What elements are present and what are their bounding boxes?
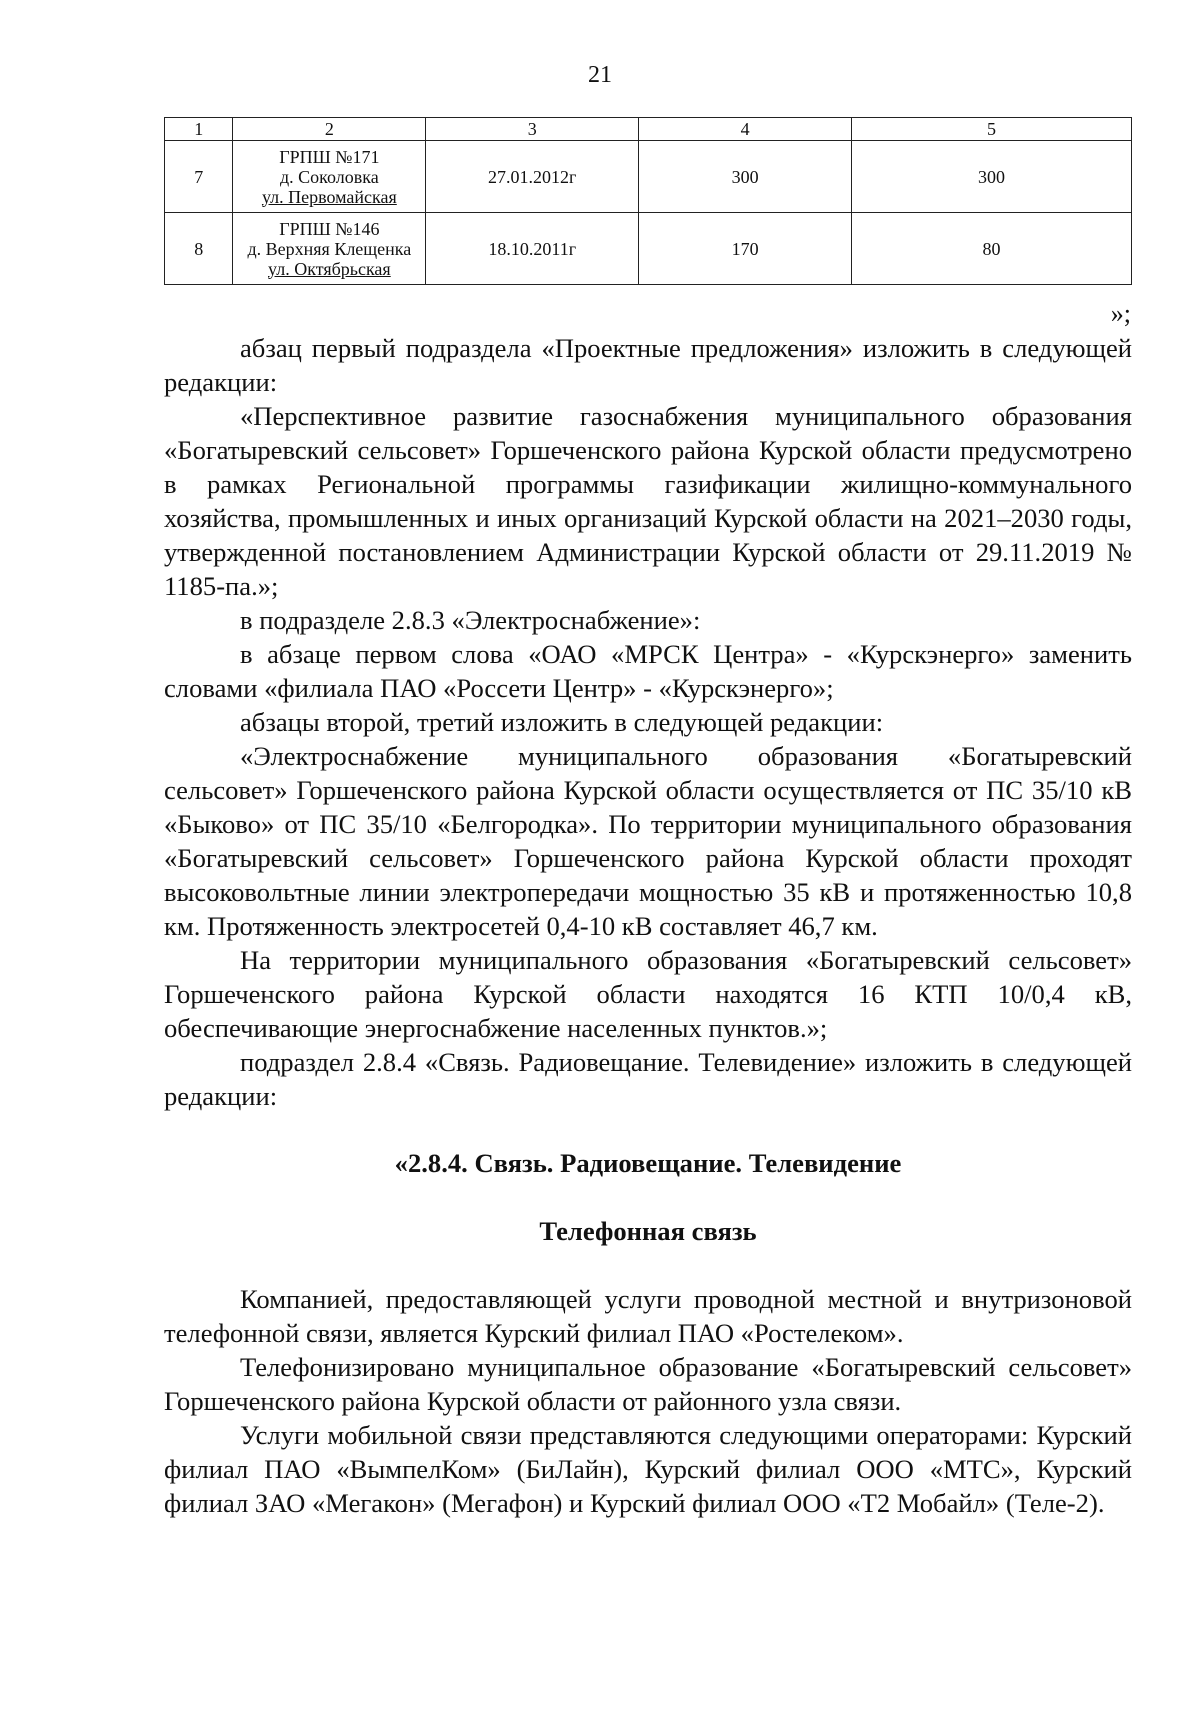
object-name-line: ГРПШ №171	[279, 146, 380, 167]
table-row	[165, 141, 1132, 213]
value-cell: 170	[639, 213, 852, 285]
paragraph: в абзаце первом слова «ОАО «МРСК Центра» - «Курскэнерго» заменить словами «филиала ПАО «Россети Центр» - «Курскэнерго»;	[164, 639, 1132, 703]
object-name-cell	[233, 213, 426, 285]
date-cell: 18.10.2011г	[426, 213, 639, 285]
value-cell: 300	[851, 141, 1131, 213]
date-cell: 27.01.2012г	[426, 141, 639, 213]
table-header-cell: 4	[639, 118, 852, 141]
paragraph: «Электроснабжение муниципального образования «Богатыревский сельсовет» Горшеченского района Курской области осуществляется от ПС 35/10 кВ «Быково» от ПС 35/10 «Белгородка». По территории муниципального образования «Богатыревский сельсовет» Горшеченского района Курской области проходят высоковольтные линии электропередачи мощностью 35 кВ и протяженностью 10,8 км. Протяженность электросетей 0,4-10 кВ составляет 46,7 км.	[164, 741, 1132, 941]
object-name-cell	[233, 141, 426, 213]
paragraph: Компанией, предоставляющей услуги проводной местной и внутризоновой телефонной связи, является Курский филиал ПАО «Ростелеком».	[164, 1284, 1132, 1348]
table-closing-quote: »;	[1110, 299, 1131, 328]
object-name-line: д. Верхняя Клещенка	[247, 238, 412, 259]
gas-points-table	[164, 117, 1132, 285]
paragraph: в подразделе 2.8.3 «Электроснабжение»:	[240, 605, 701, 635]
page-number: 21	[588, 62, 612, 88]
paragraph: «Перспективное развитие газоснабжения муниципального образования «Богатыревский сельсовет» Горшеченского района Курской области предусмотрено в рамках Региональной программы газификации жилищно-коммунального хозяйства, промышленных и иных организаций Курской области на 2021–2030 годы, утвержденной постановлением Администрации Курской области от 29.11.2019 № 1185-па.»;	[164, 401, 1132, 601]
paragraph: На территории муниципального образования «Богатыревский сельсовет» Горшеченского района Курской области находятся 16 КТП 10/0,4 кВ, обеспечивающие энергоснабжение населенных пунктов.»;	[164, 945, 1132, 1043]
document-body	[164, 331, 1132, 1520]
table-row	[165, 213, 1132, 285]
row-number-cell: 8	[165, 213, 233, 285]
table-header-cell: 1	[165, 118, 233, 141]
subsection-heading: Телефонная связь	[539, 1216, 757, 1246]
paragraph: Услуги мобильной связи представляются следующими операторами: Курский филиал ПАО «ВымпелКом» (БиЛайн), Курский филиал ООО «МТС», Курский филиал ЗАО «Мегакон» (Мегафон) и Курский филиал ООО «Т2 Мобайл» (Теле-2).	[164, 1420, 1132, 1518]
paragraph: абзацы второй, третий изложить в следующей редакции:	[240, 707, 884, 737]
table-header-cell: 5	[851, 118, 1131, 141]
paragraph: абзац первый подраздела «Проектные предложения» изложить в следующей редакции:	[164, 333, 1132, 397]
paragraph: Телефонизировано муниципальное образование «Богатыревский сельсовет» Горшеченского района Курской области от районного узла связи.	[164, 1352, 1132, 1416]
paragraph: подраздел 2.8.4 «Связь. Радиовещание. Телевидение» изложить в следующей редакции:	[164, 1047, 1132, 1111]
object-name-line: ул. Первомайская	[261, 186, 397, 207]
table-header-row	[165, 118, 1132, 141]
value-cell: 300	[639, 141, 852, 213]
object-name-line: д. Соколовка	[280, 166, 379, 187]
object-name-line: ГРПШ №146	[279, 218, 380, 239]
table-header-cell: 2	[233, 118, 426, 141]
section-heading: «2.8.4. Связь. Радиовещание. Телевидение	[394, 1148, 902, 1178]
table-header-cell: 3	[426, 118, 639, 141]
value-cell: 80	[851, 213, 1131, 285]
object-name-line: ул. Октябрьская	[268, 258, 391, 279]
row-number-cell: 7	[165, 141, 233, 213]
